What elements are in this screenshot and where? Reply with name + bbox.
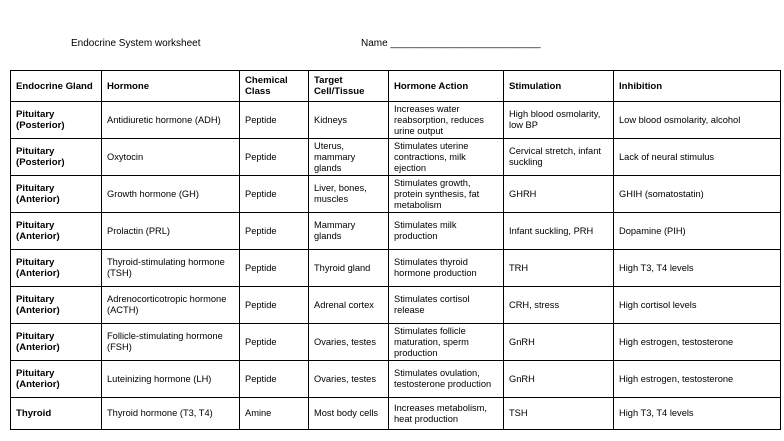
cell-inhibition: Low blood osmolarity, alcohol xyxy=(614,102,781,139)
cell-hormone: Growth hormone (GH) xyxy=(102,176,240,213)
table-row xyxy=(11,139,781,176)
cell-gland: Pituitary (Anterior) xyxy=(11,361,102,398)
header-endocrine-gland: Endocrine Gland xyxy=(11,71,102,102)
worksheet-title: Endocrine System worksheet xyxy=(71,38,201,49)
cell-target: Ovaries, testes xyxy=(309,361,389,398)
cell-target: Kidneys xyxy=(309,102,389,139)
cell-target: Most body cells xyxy=(309,398,389,430)
cell-gland: Pituitary (Anterior) xyxy=(11,250,102,287)
cell-class: Peptide xyxy=(240,139,309,176)
cell-action: Stimulates follicle maturation, sperm production xyxy=(389,324,504,361)
cell-class: Peptide xyxy=(240,213,309,250)
cell-class: Amine xyxy=(240,398,309,430)
cell-class: Peptide xyxy=(240,176,309,213)
table-row xyxy=(11,287,781,324)
table-row xyxy=(11,398,781,430)
cell-gland: Thyroid xyxy=(11,398,102,430)
cell-class: Peptide xyxy=(240,361,309,398)
table-row xyxy=(11,361,781,398)
cell-hormone: Thyroid-stimulating hormone (TSH) xyxy=(102,250,240,287)
cell-hormone: Prolactin (PRL) xyxy=(102,213,240,250)
header-chemical-class: Chemical Class xyxy=(240,71,309,102)
cell-stimulation: Infant suckling, PRH xyxy=(504,213,614,250)
cell-stimulation: TRH xyxy=(504,250,614,287)
cell-stimulation: GnRH xyxy=(504,361,614,398)
cell-inhibition: High estrogen, testosterone xyxy=(614,324,781,361)
cell-inhibition: High T3, T4 levels xyxy=(614,398,781,430)
cell-hormone: Luteinizing hormone (LH) xyxy=(102,361,240,398)
header-inhibition: Inhibition xyxy=(614,71,781,102)
cell-gland: Pituitary (Anterior) xyxy=(11,176,102,213)
cell-inhibition: High estrogen, testosterone xyxy=(614,361,781,398)
cell-gland: Pituitary (Posterior) xyxy=(11,139,102,176)
name-field-line: Name ___________________________ xyxy=(361,38,541,49)
cell-inhibition: High cortisol levels xyxy=(614,287,781,324)
cell-class: Peptide xyxy=(240,250,309,287)
cell-gland: Pituitary (Anterior) xyxy=(11,213,102,250)
cell-stimulation: High blood osmolarity, low BP xyxy=(504,102,614,139)
cell-hormone: Follicle-stimulating hormone (FSH) xyxy=(102,324,240,361)
cell-gland: Pituitary (Anterior) xyxy=(11,324,102,361)
cell-action: Stimulates milk production xyxy=(389,213,504,250)
cell-hormone: Oxytocin xyxy=(102,139,240,176)
table-row xyxy=(11,213,781,250)
cell-target: Adrenal cortex xyxy=(309,287,389,324)
cell-hormone: Adrenocorticotropic hormone (ACTH) xyxy=(102,287,240,324)
cell-target: Uterus, mammary glands xyxy=(309,139,389,176)
table-row xyxy=(11,250,781,287)
cell-action: Stimulates thyroid hormone production xyxy=(389,250,504,287)
cell-stimulation: TSH xyxy=(504,398,614,430)
cell-class: Peptide xyxy=(240,102,309,139)
cell-action: Stimulates uterine contractions, milk ejection xyxy=(389,139,504,176)
cell-stimulation: GnRH xyxy=(504,324,614,361)
cell-target: Mammary glands xyxy=(309,213,389,250)
cell-target: Thyroid gland xyxy=(309,250,389,287)
header-target-cell: Target Cell/Tissue xyxy=(309,71,389,102)
cell-gland: Pituitary (Posterior) xyxy=(11,102,102,139)
header-hormone-action: Hormone Action xyxy=(389,71,504,102)
cell-action: Stimulates ovulation, testosterone production xyxy=(389,361,504,398)
cell-inhibition: Lack of neural stimulus xyxy=(614,139,781,176)
cell-target: Ovaries, testes xyxy=(309,324,389,361)
cell-class: Peptide xyxy=(240,324,309,361)
table-row xyxy=(11,176,781,213)
cell-stimulation: CRH, stress xyxy=(504,287,614,324)
cell-inhibition: High T3, T4 levels xyxy=(614,250,781,287)
cell-target: Liver, bones, muscles xyxy=(309,176,389,213)
table-row xyxy=(11,324,781,361)
header-hormone: Hormone xyxy=(102,71,240,102)
cell-stimulation: GHRH xyxy=(504,176,614,213)
cell-inhibition: Dopamine (PIH) xyxy=(614,213,781,250)
cell-action: Increases water reabsorption, reduces urine output xyxy=(389,102,504,139)
header-stimulation: Stimulation xyxy=(504,71,614,102)
cell-stimulation: Cervical stretch, infant suckling xyxy=(504,139,614,176)
table-header-row xyxy=(11,71,781,102)
cell-action: Stimulates cortisol release xyxy=(389,287,504,324)
cell-gland: Pituitary (Anterior) xyxy=(11,287,102,324)
cell-hormone: Thyroid hormone (T3, T4) xyxy=(102,398,240,430)
endocrine-table xyxy=(10,70,781,430)
cell-inhibition: GHIH (somatostatin) xyxy=(614,176,781,213)
cell-hormone: Antidiuretic hormone (ADH) xyxy=(102,102,240,139)
cell-action: Stimulates growth, protein synthesis, fat metabolism xyxy=(389,176,504,213)
cell-action: Increases metabolism, heat production xyxy=(389,398,504,430)
table-row xyxy=(11,102,781,139)
cell-class: Peptide xyxy=(240,287,309,324)
